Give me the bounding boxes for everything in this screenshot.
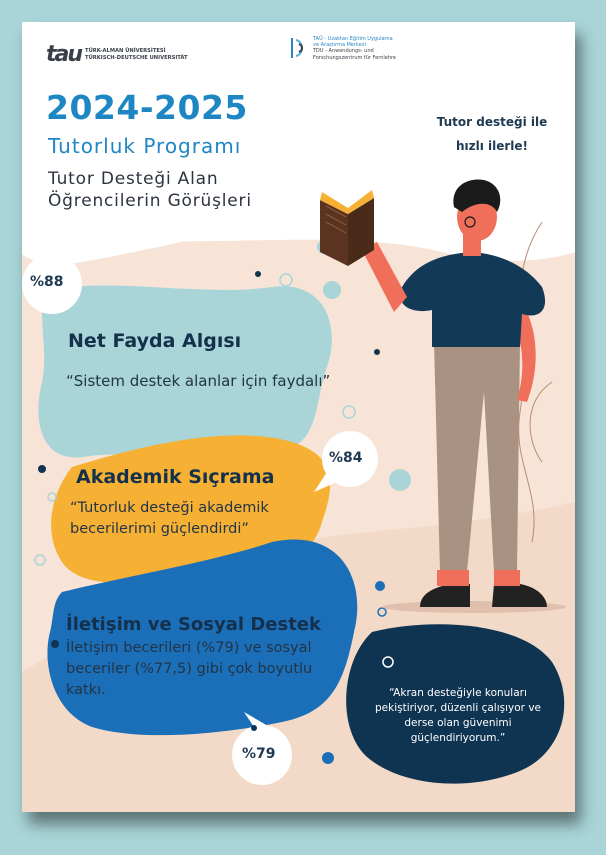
akademik-heading: Akademik Sıçrama (76, 466, 275, 488)
iletisim-percent-badge: %79 (242, 746, 276, 762)
akademik-percent-badge: %84 (329, 450, 363, 466)
program-title: Tutorluk Programı (48, 134, 242, 158)
iletisim-text: İletişim becerileri (%79) ve sosyal beceriler (%77,5) gibi çok boyutlu katkı. (66, 640, 313, 698)
subtitle-line2: Öğrencilerin Görüşleri (48, 191, 252, 211)
speech-bubble (420, 110, 564, 158)
center-name-de-1: TDU - Anwendungs- und (313, 48, 374, 55)
year-title: 2024-2025 (46, 88, 248, 127)
university-logo (46, 42, 188, 67)
subtitle-line1: Tutor Desteği Alan (48, 169, 219, 189)
net-percent-badge: %88 (30, 274, 64, 290)
center-name-tr-1: TAÜ - Uzaktan Eğitim Uygulama (313, 36, 393, 42)
student-quote: “Akran desteğiyle konuları pekiştiriyor, düzenli çalışıyor ve derse olan güvenimi güçlendiriyorum.” (374, 687, 541, 744)
akademik-text: “Tutorluk desteği akademik becerilerimi güçlendirdi” (70, 500, 269, 537)
university-name-tr: TÜRK-ALMAN ÜNİVERSİTESİ (85, 48, 166, 54)
center-name-de-2: Forschungszentrum für Fernlehre (313, 54, 397, 61)
speech-line2: hızlı ilerle! (455, 139, 529, 153)
speech-line1: Tutor desteği ile (436, 115, 548, 129)
university-name-de: TÜRKISCH-DEUTSCHE UNIVERSITÄT (85, 54, 188, 61)
subtitle (48, 168, 252, 212)
center-logo (290, 36, 396, 61)
tau-logo-mark: tau (46, 42, 82, 67)
net-text: “Sistem destek alanlar için faydalı” (66, 372, 331, 390)
iletisim-heading: İletişim ve Sosyal Destek (66, 614, 321, 635)
net-heading: Net Fayda Algısı (68, 330, 242, 352)
center-name-tr-2: ve Araştırma Merkezi (313, 42, 366, 49)
poster (22, 22, 575, 812)
center-logo-icon (290, 36, 308, 60)
